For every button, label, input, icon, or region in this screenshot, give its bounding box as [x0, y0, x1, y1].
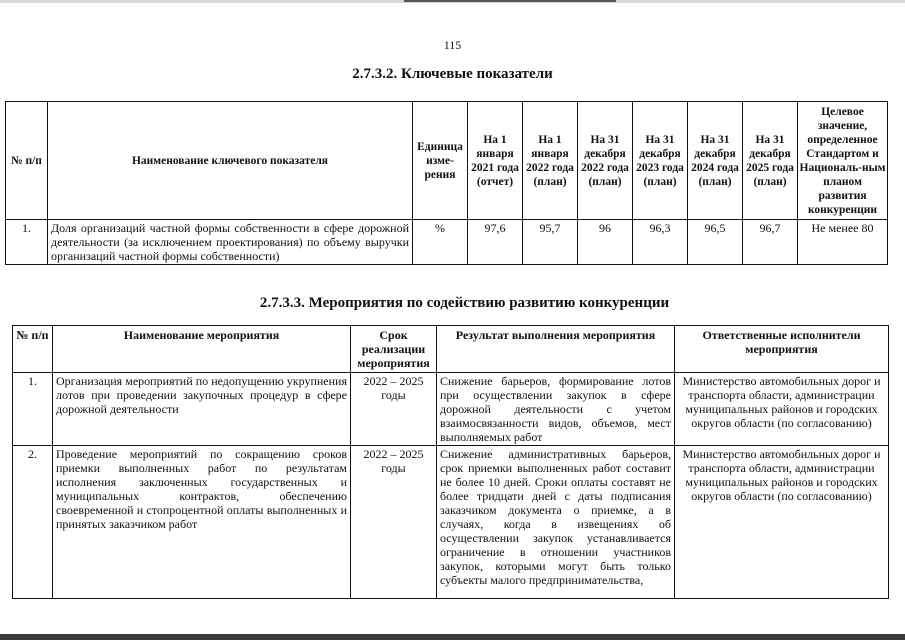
measure-name: Проведение мероприятий по сокращению сроков приемки выполненных работ по результатам исполнения заключенных государственных и муниципальных контрактов, обеспечению своевременной и стопроцентной оплаты выполненных и принятых заказчиком работ: [53, 446, 351, 599]
measure-responsible: Министерство автомобильных дорог и транспорта области, администрации муниципальных районов и городских округов области (по согласованию): [675, 373, 889, 446]
measure-result: Снижение административных барьеров, срок приемки выполненных работ составит не более 10 дней. Сроки оплаты составят не более тридцати дней с даты подписания заказчиком документа о приемке, а в случаях, когда в извещениях об осуществлении закупок устанавливается ограничение в отношении участников закупок, которыми могут быть только субъекты малого предпринимательства,: [437, 446, 675, 599]
value-2024: 96,5: [688, 220, 743, 265]
table-row: [6, 220, 888, 265]
measures-header-row: [13, 326, 889, 373]
header-2024-plan: На 31 декабря 2024 года (план): [688, 102, 743, 220]
header-2022-jan-plan: На 1 января 2022 года (план): [523, 102, 578, 220]
header-unit: Единица изме-рения: [413, 102, 468, 220]
header-target-value: Целевое значение, определенное Стандартом и Националь-ным планом развития конкуренции: [798, 102, 888, 220]
competition-measures-table: [12, 325, 889, 599]
header-responsible: Ответственные исполнители мероприятия: [675, 326, 889, 373]
scan-edge-bottom: [0, 634, 905, 640]
value-2022-dec: 96: [578, 220, 633, 265]
value-2021: 97,6: [468, 220, 523, 265]
header-2022-dec-plan: На 31 декабря 2022 года (план): [578, 102, 633, 220]
header-num: № п/п: [6, 102, 48, 220]
value-2022-jan: 95,7: [523, 220, 578, 265]
header-term: Срок реализации мероприятия: [351, 326, 437, 373]
header-measure-name: Наименование мероприятия: [53, 326, 351, 373]
indicator-name: Доля организаций частной формы собственности в сфере дорожной деятельности (за исключением проектирования) по объему выручки организаций частной формы собственности): [48, 220, 413, 265]
header-2025-plan: На 31 декабря 2025 года (план): [743, 102, 798, 220]
header-result: Результат выполнения мероприятия: [437, 326, 675, 373]
row-num: 1.: [13, 373, 53, 446]
measure-term: 2022 – 2025 годы: [351, 373, 437, 446]
target-value: Не менее 80: [798, 220, 888, 265]
measure-responsible: Министерство автомобильных дорог и транспорта области, администрации муниципальных районов и городских округов области (по согласованию): [675, 446, 889, 599]
header-2021-report: На 1 января 2021 года (отчет): [468, 102, 523, 220]
section-title-measures: 2.7.3.3. Мероприятия по содействию развитию конкуренции: [259, 295, 670, 311]
measure-result: Снижение барьеров, формирование лотов при осуществлении закупок в сфере дорожной деятельности с учетом взаимосвязанности видов, объемов, мест выполняемых работ: [437, 373, 675, 446]
header-num: № п/п: [13, 326, 53, 373]
row-num: 2.: [13, 446, 53, 599]
measure-term: 2022 – 2025 годы: [351, 446, 437, 599]
value-2025: 96,7: [743, 220, 798, 265]
page-number: 115: [443, 38, 462, 52]
key-indicators-table: [5, 101, 888, 265]
value-2023: 96,3: [633, 220, 688, 265]
header-indicator-name: Наименование ключевого показателя: [48, 102, 413, 220]
header-2023-plan: На 31 декабря 2023 года (план): [633, 102, 688, 220]
table-row: [13, 373, 889, 446]
unit-value: %: [413, 220, 468, 265]
row-num: 1.: [6, 220, 48, 265]
measure-name: Организация мероприятий по недопущению укрупнения лотов при проведении закупочных процедур в сфере дорожной деятельности: [53, 373, 351, 446]
key-indicators-header-row: [6, 102, 888, 220]
table-row: [13, 446, 889, 599]
scan-artifact-line: [404, 0, 616, 2]
section-title-key-indicators: 2.7.3.2. Ключевые показатели: [352, 66, 553, 82]
